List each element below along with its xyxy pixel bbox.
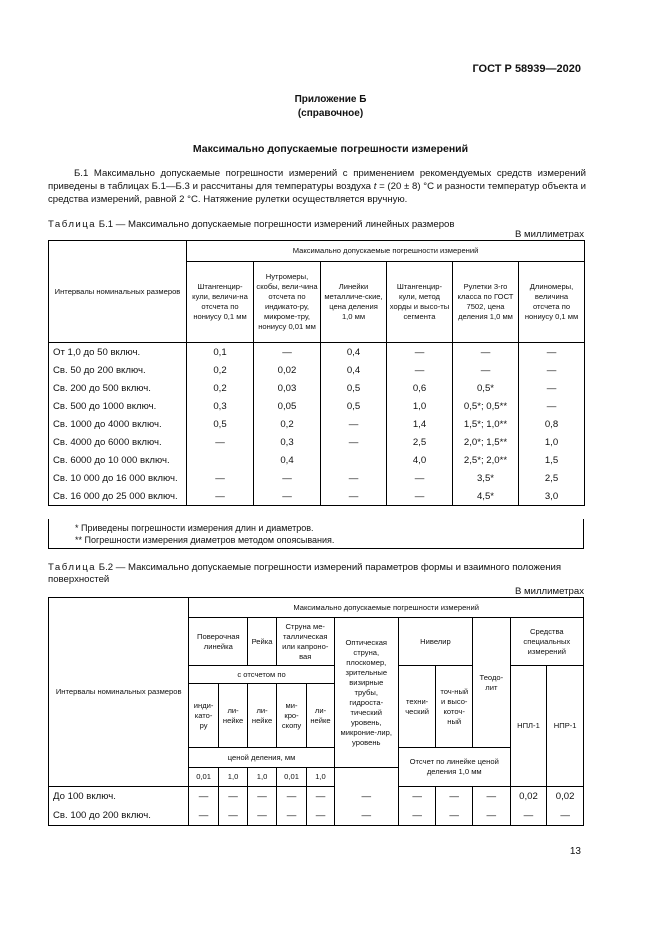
table1-column-header: Нутромеры, скобы, вели-чина отсчета по индикато-ру, микроме-тру, нониусу 0,01 мм — [254, 262, 321, 343]
page-number: 13 — [569, 846, 581, 857]
table-cell: — — [387, 487, 453, 506]
table-cell: — — [387, 361, 453, 379]
table-cell: 0,02 — [510, 787, 547, 807]
table-cell: — — [473, 806, 511, 826]
header-struna: Струна ме-таллическая или капроно-вая — [276, 618, 334, 666]
table-cell: 0,3 — [187, 397, 254, 415]
table-cell: — — [321, 433, 387, 451]
row-interval: Св. 100 до 200 включ. — [49, 806, 189, 826]
table-cell: — — [248, 806, 276, 826]
table-cell: — — [276, 806, 307, 826]
table-cell: — — [387, 469, 453, 487]
row-interval: До 100 включ. — [49, 787, 189, 807]
table-cell: — — [519, 361, 585, 379]
table-cell: — — [276, 787, 307, 807]
header-otschet-po-lineyke: Отсчет по линейке ценой деления 1,0 мм — [398, 748, 510, 787]
table-cell: — — [547, 806, 584, 826]
table1 — [48, 240, 585, 506]
table-cell: — — [187, 469, 254, 487]
table-cell: 0,5 — [321, 379, 387, 397]
header-npl-1: НПЛ-1 — [510, 666, 547, 787]
table-cell: — — [189, 787, 218, 807]
table-cell: — — [453, 343, 519, 362]
table-cell: — — [307, 806, 334, 826]
paragraph-part-1: Б.1 Максимально допускаемые погрешности измерений с применением рекомендуемых средств измерений приведены в таблицах Б.1—Б.3 и рассчитаны для температуры воздуха — [48, 168, 586, 192]
table1-column-header: Длиномеры, величина отсчета по нониусу 0,1 мм — [519, 262, 585, 343]
table1-row-header: Интервалы номинальных размеров — [49, 241, 187, 343]
table-cell: 1,4 — [387, 415, 453, 433]
header-poverochnaya-lineyka: Поверочная линейка — [189, 618, 248, 666]
table-cell — [321, 451, 387, 469]
table2-group-header: Максимально допускаемые погрешности измерений — [189, 598, 584, 618]
header-cena-deleniya: ценой деления, мм — [189, 748, 334, 768]
table-cell: — — [334, 806, 398, 826]
table2-caption-text: Б.2 — Максимально допускаемые погрешности измерений параметров формы и взаимного положения поверхностей — [48, 562, 562, 585]
table-cell: 1,5*; 1,0** — [453, 415, 519, 433]
table1-note-2: ** Погрешности измерения диаметров методом опоясывания. — [75, 535, 335, 545]
table1-caption — [48, 219, 454, 230]
table2-division-value: 0,01 — [189, 768, 218, 787]
table-row — [49, 433, 585, 451]
table-cell: — — [218, 787, 247, 807]
table-cell: 0,5* — [453, 379, 519, 397]
table-cell: — — [321, 469, 387, 487]
table-row — [49, 397, 585, 415]
row-interval: Св. 16 000 до 25 000 включ. — [49, 487, 187, 506]
header-otschet-po: с отсчетом по — [189, 666, 334, 684]
table-cell: — — [510, 806, 547, 826]
table1-group-header: Максимально допускаемые погрешности измерений — [187, 241, 585, 262]
table2-caption — [48, 562, 584, 586]
header-npr-1: НПР-1 — [547, 666, 584, 787]
table-row — [49, 487, 585, 506]
table-cell — [187, 451, 254, 469]
row-interval: Св. 10 000 до 16 000 включ. — [49, 469, 187, 487]
table2-division-value: 0,01 — [276, 768, 307, 787]
table2-subheader: ли-нейке — [307, 684, 334, 748]
table2-division-value: 1,0 — [218, 768, 247, 787]
table-cell: 0,4 — [321, 361, 387, 379]
table-cell: — — [473, 787, 511, 807]
table-cell: 0,5*; 0,5** — [453, 397, 519, 415]
table-cell: — — [189, 806, 218, 826]
table-cell: — — [321, 415, 387, 433]
table-cell: 3,5* — [453, 469, 519, 487]
row-interval: Св. 6000 до 10 000 включ. — [49, 451, 187, 469]
table-cell: 1,0 — [519, 433, 585, 451]
table2-division-value: 1,0 — [307, 768, 334, 787]
table1-units: В миллиметрах — [514, 229, 584, 240]
table-row — [49, 469, 585, 487]
table-cell: 0,2 — [187, 361, 254, 379]
table-cell: — — [398, 806, 436, 826]
table-cell: — — [248, 787, 276, 807]
table-cell: 1,5 — [519, 451, 585, 469]
table2-row-header: Интервалы номинальных размеров — [49, 598, 189, 787]
table-cell: — — [334, 787, 398, 807]
table-cell: — — [254, 469, 321, 487]
row-interval: От 1,0 до 50 включ. — [49, 343, 187, 362]
table-cell: — — [218, 806, 247, 826]
table2-subheader: инди-като-ру — [189, 684, 218, 748]
table1-caption-text: Б.1 — Максимально допускаемые погрешности измерений линейных размеров — [96, 219, 455, 230]
table-cell: 0,02 — [254, 361, 321, 379]
appendix-heading — [0, 93, 661, 121]
row-interval: Св. 4000 до 6000 включ. — [49, 433, 187, 451]
header-nivelir-technical: техни-ческий — [398, 666, 436, 748]
header-optical-instruments: Оптическая струна, плоскомер, зрительные визирные трубы, гидроста-тический уровень, микроние-лир, уровень — [334, 618, 398, 768]
table-cell: — — [307, 787, 334, 807]
table-cell: 0,5 — [321, 397, 387, 415]
table-cell: 2,0*; 1,5** — [453, 433, 519, 451]
table1-column-header: Штангенцир-кули, величи-на отсчета по нониусу 0,1 мм — [187, 262, 254, 343]
table-cell: 3,0 — [519, 487, 585, 506]
header-teodolit: Теодо-лит — [473, 618, 511, 748]
table1-column-header: Рулетки 3-го класса по ГОСТ 7502, цена деления 1,0 мм — [453, 262, 519, 343]
row-interval: Св. 200 до 500 включ. — [49, 379, 187, 397]
table-cell: 0,1 — [187, 343, 254, 362]
table-cell: — — [187, 433, 254, 451]
intro-paragraph — [48, 167, 586, 206]
table-row — [49, 806, 584, 826]
table-cell: 2,5 — [519, 469, 585, 487]
header-reyka: Рейка — [248, 618, 276, 666]
table1-caption-label: Таблица — [48, 219, 97, 230]
table-cell: — — [387, 343, 453, 362]
table-cell: — — [436, 787, 473, 807]
table1-column-header: Штангенцир-кули, метод хорды и высо-ты сегмента — [387, 262, 453, 343]
temperature-symbol: t — [373, 181, 377, 192]
header-nivelir-precise: точ-ный и высо-коточ-ный — [436, 666, 473, 748]
table-cell: — — [398, 787, 436, 807]
table-cell: 0,2 — [187, 379, 254, 397]
table2-subheader: ми-кро-скопу — [276, 684, 307, 748]
table-cell: 0,5 — [187, 415, 254, 433]
table-cell: 0,02 — [547, 787, 584, 807]
table2-units: В миллиметрах — [514, 586, 584, 597]
table2-subheader: ли-нейке — [218, 684, 247, 748]
table-cell: — — [254, 487, 321, 506]
table-cell: — — [436, 806, 473, 826]
table2-subheader: ли-нейке — [248, 684, 276, 748]
row-interval: Св. 500 до 1000 включ. — [49, 397, 187, 415]
table-cell: — — [321, 487, 387, 506]
table-cell: — — [187, 487, 254, 506]
table-cell: 4,5* — [453, 487, 519, 506]
table-cell: 0,4 — [254, 451, 321, 469]
header-nivelir: Нивелир — [398, 618, 472, 666]
table-row — [49, 379, 585, 397]
table2 — [48, 597, 584, 826]
row-interval: Св. 1000 до 4000 включ. — [49, 415, 187, 433]
table-row — [49, 343, 585, 362]
table-cell: 0,6 — [387, 379, 453, 397]
table-cell: — — [519, 397, 585, 415]
table-row — [49, 415, 585, 433]
table-row — [49, 451, 585, 469]
paragraph-part-2: = (20 ± 8) °С и разности температур объекта и средства измерений, равной 2 °С. Натяжение рулетки осуществляется вручную. — [48, 181, 586, 205]
table2-caption-label: Таблица — [48, 562, 97, 573]
table-cell: — — [254, 343, 321, 362]
section-title: Максимально допускаемые погрешности измерений — [192, 143, 469, 155]
table-cell: 4,0 — [387, 451, 453, 469]
table1-note-1: * Приведены погрешности измерения длин и диаметров. — [75, 523, 314, 533]
table-row — [49, 361, 585, 379]
table1-column-header: Линейки металличе-ские, цена деления 1,0 мм — [321, 262, 387, 343]
table-cell: 0,3 — [254, 433, 321, 451]
table-cell: 0,4 — [321, 343, 387, 362]
table-cell: 1,0 — [387, 397, 453, 415]
table-cell: 2,5*; 2,0** — [453, 451, 519, 469]
table-cell: 0,05 — [254, 397, 321, 415]
table-cell: — — [519, 379, 585, 397]
header-special-instruments: Средства специальных измерений — [510, 618, 583, 666]
table-row — [49, 787, 584, 807]
table1-notes — [48, 519, 584, 549]
table-cell: — — [519, 343, 585, 362]
table2-division-value: 1,0 — [248, 768, 276, 787]
standard-designation: ГОСТ Р 58939—2020 — [472, 63, 581, 75]
table-cell: — — [453, 361, 519, 379]
row-interval: Св. 50 до 200 включ. — [49, 361, 187, 379]
appendix-title: Приложение Б — [294, 94, 367, 105]
table-cell: 0,03 — [254, 379, 321, 397]
table-cell: 0,8 — [519, 415, 585, 433]
appendix-subtitle: (справочное) — [297, 108, 364, 119]
table-cell: 2,5 — [387, 433, 453, 451]
table-cell: 0,2 — [254, 415, 321, 433]
